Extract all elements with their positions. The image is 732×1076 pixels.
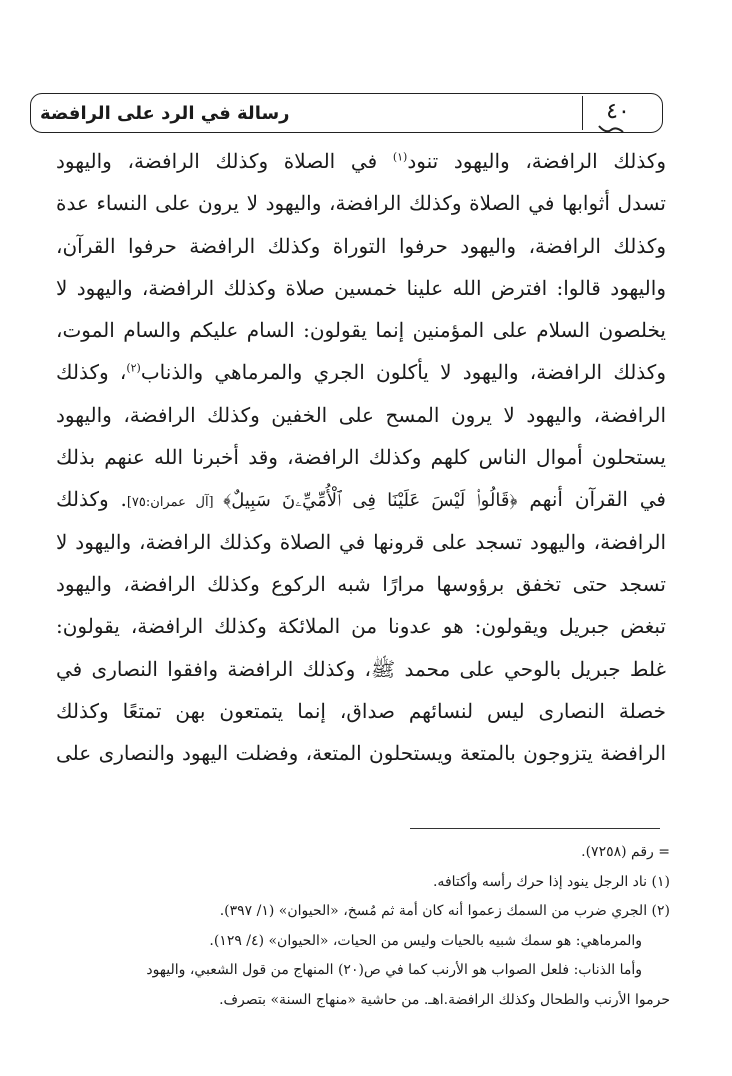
text-line: الرافضة يتزوجون بالمتعة ويستحلون المتعة، وفضلت اليهود والنصارى على <box>56 741 666 766</box>
text-line: وكذلك الرافضة، واليهود تنود$^{(١)}$ في الصلاة وكذلك الرافضة، واليهود <box>56 149 666 173</box>
main-text <box>56 140 666 774</box>
header-divider <box>582 96 583 130</box>
text-line: وكذلك الرافضة، واليهود لا يأكلون الجري والمرماهي والذناب$^{(٢)}$، وكذلك <box>56 360 666 385</box>
text-line: غلط جبريل بالوحي على محمد ﷺ، وكذلك الرافضة وافقوا النصارى في <box>56 656 666 681</box>
footnote-line: = رقم (٧٢٥٨). <box>581 844 670 860</box>
footnote-line: (١) ناد الرجل ينود إذا حرك رأسه وأكتافه. <box>432 873 670 890</box>
text-line: خصلة النصارى ليس لنسائهم صداق، إنما يتمتعون بهن تمتعًا وكذلك <box>56 698 666 723</box>
text-line: واليهود قالوا: افترض الله علينا خمسين صلاة وكذلك الرافضة، واليهود لا <box>56 275 666 300</box>
footnote-line: والمرماهي: هو سمك شبيه بالحيات وليس من الحيات، «الحيوان» (٤/ ١٢٩). <box>209 932 642 949</box>
text-line: يخلصون السلام على المؤمنين إنما يقولون: السام عليكم والسام الموت، <box>56 318 666 343</box>
text-line: في القرآن أنهم ﴿قَالُوا۟ لَيْسَ عَلَيْنَا فِى ٱلْأُمِّيِّۦنَ سَبِيلٌ﴾ [آل عمران:٧٥]. وكذلك <box>56 487 666 512</box>
header-ornament-icon <box>598 124 624 134</box>
text-line: يستحلون أموال الناس كلهم وكذلك الرافضة، وقد أخبرنا الله عنهم بذلك <box>56 445 666 470</box>
footnote-ref-1: (١) <box>392 150 408 164</box>
text-line: الرافضة، واليهود لا يرون المسح على الخفين وكذلك الرافضة، واليهود <box>56 402 666 427</box>
footnotes <box>40 838 670 1015</box>
page-number: ٤٠ <box>606 99 630 124</box>
footnote-line: (٢) الجري ضرب من السمك زعموا أنه كان أمة ثم مُسخ، «الحيوان» (١/ ٣٩٧). <box>219 903 670 919</box>
quran-quote: ﴿قَالُوا۟ لَيْسَ عَلَيْنَا فِى ٱلْأُمِّيِّۦنَ سَبِيلٌ﴾ <box>223 490 518 512</box>
footnote-line: وأما الذناب: فلعل الصواب هو الأرنب كما في ص(٢٠) المنهاج من قول الشعبي، واليهود <box>146 962 642 978</box>
text-line: الرافضة، واليهود تسجد على قرونها في الصلاة وكذلك الرافضة، واليهود لا <box>56 529 666 554</box>
text-line: تسجد حتى تخفق برؤوسها مرارًا شبه الركوع وكذلك الرافضة، واليهود <box>56 571 666 596</box>
running-header-title: رسالة في الرد على الرافضة <box>40 103 290 124</box>
footnote-ref-2: (٢) <box>126 361 141 375</box>
footnote-line: حرموا الأرنب والطحال وكذلك الرافضة.اهـ. من حاشية «منهاج السنة» بتصرف. <box>219 991 670 1008</box>
text-line: وكذلك الرافضة، واليهود حرفوا التوراة وكذلك الرافضة حرفوا القرآن، <box>56 233 666 258</box>
footnote-separator <box>410 828 660 829</box>
text-line: تبغض جبريل ويقولون: هو عدونا من الملائكة وكذلك الرافضة، يقولون: <box>56 614 666 639</box>
text-line: تسدل أثوابها في الصلاة وكذلك الرافضة، واليهود لا يرون على النساء عدة <box>56 191 666 216</box>
quran-citation: [آل عمران:٧٥] <box>126 495 224 511</box>
